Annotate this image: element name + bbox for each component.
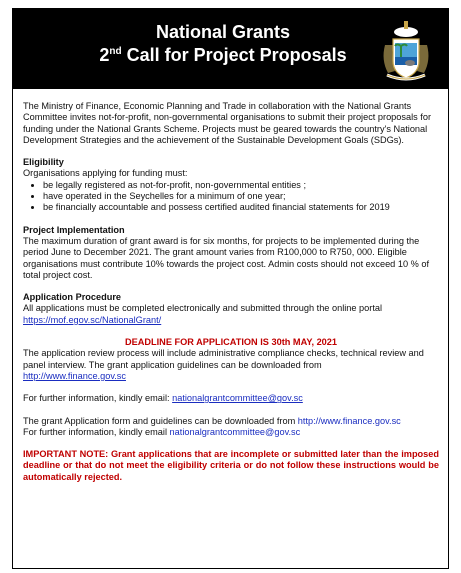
committee-email-text[interactable]: nationalgrantcommittee@gov.sc: [169, 426, 301, 437]
list-item: • be legally registered as not-for-profit, non-governmental entities ;: [43, 180, 439, 191]
finance-website-text[interactable]: http://www.finance.gov.sc: [297, 415, 401, 426]
contact-text: For further information, kindly email:: [23, 393, 173, 404]
download-text: The grant Application form and guidelines can be downloaded from: [23, 415, 298, 426]
implementation-heading: Project Implementation: [23, 224, 125, 235]
contact-text-2: For further information, kindly email: [23, 426, 170, 437]
committee-email-link[interactable]: nationalgrantcommittee@gov.sc: [172, 393, 303, 404]
subtitle-number: 2: [99, 45, 110, 65]
eligibility-heading: Eligibility: [23, 157, 64, 168]
download-line: [23, 416, 439, 427]
review-paragraph: The application review process will include administrative compliance checks, technical review and panel interview. The grant application guidelines can be downloaded from: [23, 348, 424, 370]
header-banner: [13, 9, 448, 89]
list-item: • be financially accountable and possess certified audited financial statements for 2019: [43, 202, 439, 213]
page-subtitle: [73, 44, 373, 66]
intro-paragraph: The Ministry of Finance, Economic Planning and Trade in collaboration with the National Grants Committee invites not-for-profit, non-governmental organisations to submit their project proposals for funding under the National Grants Scheme. Projects must be geared towards the country's National Development Strategies and the achievement of the Sustainable Development Goals (SDGs).: [23, 101, 432, 145]
implementation-paragraph: The maximum duration of grant award is for six months, for projects to be implemented during the period June to December 2021. The grant amount varies from R100,000 to R750, 000. Eligible organisations must contribute 10% towards the project cost. Admin costs should not exceed 10 % of total project cost.: [23, 235, 430, 280]
procedure-heading: Application Procedure: [23, 292, 122, 303]
contact-line: [23, 393, 439, 404]
finance-website-link[interactable]: http://www.finance.gov.sc: [23, 370, 126, 381]
subtitle-text: Call for Project Proposals: [121, 45, 347, 65]
deadline-notice: DEADLINE FOR APPLICATION IS 30th MAY, 2021: [124, 337, 338, 348]
subtitle-superscript: nd: [109, 46, 122, 57]
procedure-paragraph: All applications must be completed electronically and submitted through the online portal: [23, 303, 383, 314]
list-item: • have operated in the Seychelles for a minimum of one year;: [43, 191, 439, 202]
eligibility-list: [23, 180, 439, 214]
important-note: IMPORTANT NOTE: Grant applications that are incomplete or submitted later than the imposed deadline or that do not meet the eligibility criteria or do not follow these instructions would be automatically rejected.: [23, 449, 439, 482]
eligibility-lead: Organisations applying for funding must:: [23, 168, 188, 179]
portal-link[interactable]: https://mof.egov.sc/NationalGrant/: [23, 314, 162, 325]
seychelles-coat-of-arms-icon: [371, 15, 441, 85]
notice-frame: [12, 8, 449, 569]
page-title: National Grants: [155, 22, 291, 42]
notice-body: [23, 101, 439, 483]
contact-line-2: [23, 427, 439, 438]
